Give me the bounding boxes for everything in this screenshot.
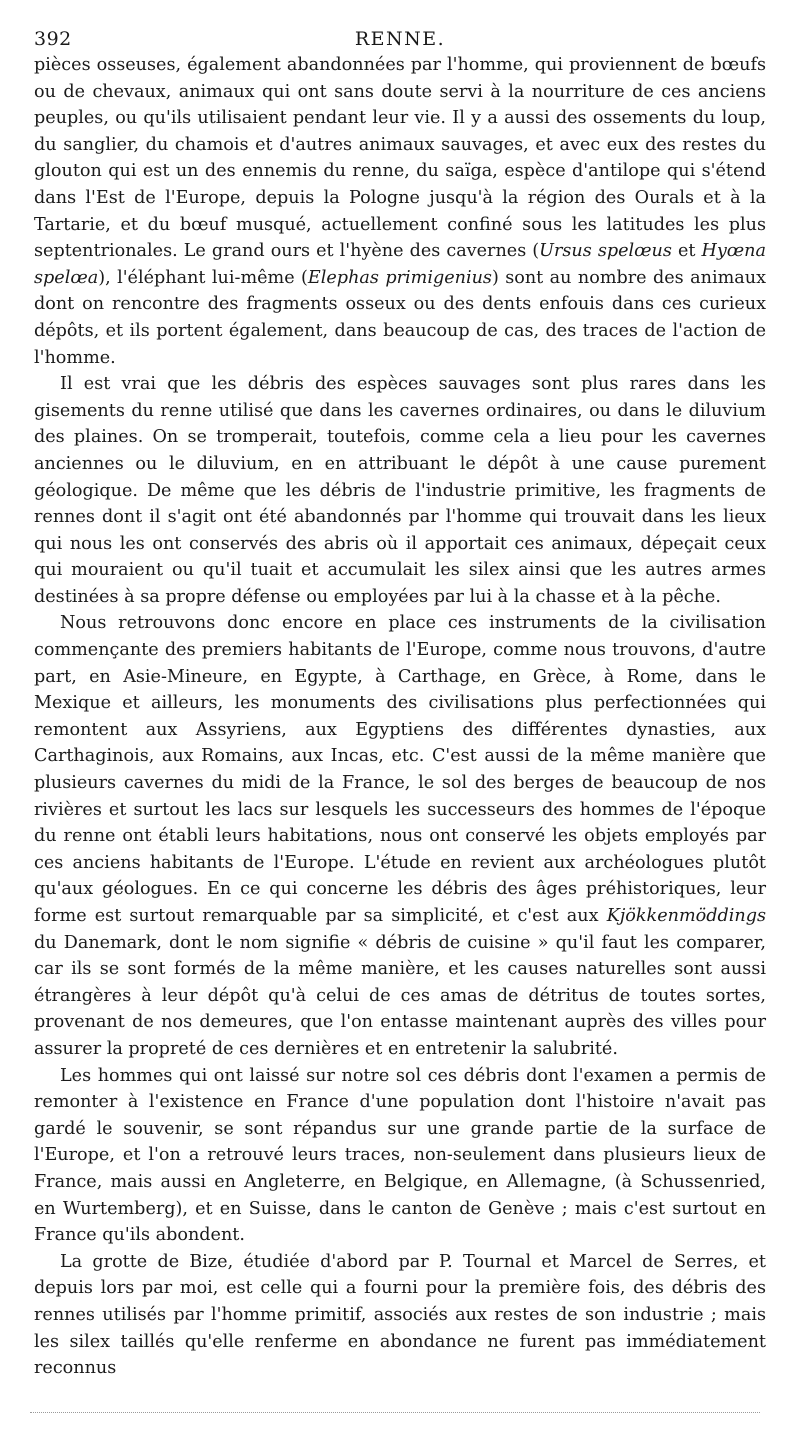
text-run: Nous retrouvons donc encore en place ces instruments de la civilisation commençante des premiers habitants de l'Europe, comme nous trouvons, d'autre part, en Asie-Mineure, en Egypte, à Carthage, en Grèce, à Rome, dans le Mexique et ailleurs, les monuments des civilisations plus perfectionnées qui remontent aux Assyriens, aux Egyptiens des différentes dynasties, aux Carthaginois, aux Romains, aux Incas, etc. C'est aussi de la même manière que plusieurs cavernes du midi de la France, le sol des berges de beaucoup de nos rivières et surtout les lacs sur lesquels les successeurs des hommes de l'époque du renne ont établi leurs habitations, nous ont conservé les objets employés par ces anciens habitants de l'Europe. L'étude en revient aux archéologues plutôt qu'aux géologues. En ce qui concerne les débris des âges préhistoriques, leur forme est surtout remarquable par sa simplicité, et c'est aux <box>34 613 766 926</box>
italic-term: Kjökkenmöddings <box>606 906 766 926</box>
page-header <box>34 26 766 52</box>
italic-term: Ursus spelœus <box>539 241 672 262</box>
paragraph <box>34 52 766 371</box>
paragraph <box>34 1249 766 1382</box>
text-run: ), l'éléphant lui-même ( <box>98 267 308 288</box>
page-number: 392 <box>34 28 72 50</box>
book-page <box>34 26 766 1382</box>
italic-term: Hyœna spelœa <box>34 241 766 288</box>
text-run: Il est vrai que les débris des espèces sauvages sont plus rares dans les gisements du renne utilisé que dans les cavernes ordinaires, ou dans le diluvium des plaines. On se tromperait, toutefois, comme cela a lieu pour les cavernes anciennes ou le diluvium, en en attribuant le dépôt à une cause purement géologique. De même que les débris de l'industrie primitive, les fragments de rennes dont il s'agit ont été abandonnés par l'homme qui trouvait dans les lieux qui nous les ont conservés des abris où il apportait ces animaux, dépeçait ceux qui mouraient ou qu'il tuait et accumulait les silex ainsi que les autres armes destinées à sa propre défense ou employées par lui à la chasse et à la pêche. <box>34 374 766 607</box>
italic-term: Elephas primigenius <box>307 267 492 288</box>
text-run: et <box>671 241 702 262</box>
text-run: ) sont au nombre des animaux dont on rencontre des fragments osseux ou des dents enfouis dans ces curieux dépôts, et ils portent également, dans beaucoup de cas, des traces de l'action de l'homme. <box>34 267 766 368</box>
running-head: RENNE. <box>354 28 446 50</box>
footer-dotted-rule <box>30 1412 760 1413</box>
text-run: du Danemark, dont le nom signifie « débris de cuisine » qu'il faut les comparer, car ils se sont formés de la même manière, et les causes naturelles sont aussi étrangères à leur dépôt qu'à celui de ces amas de détritus de toutes sortes, provenant de nos demeures, que l'on entasse maintenant auprès des villes pour assurer la propreté de ces dernières et en entretenir la salubrité. <box>34 932 766 1059</box>
text-run: Les hommes qui ont laissé sur notre sol ces débris dont l'examen a permis de remonter à l'existence en France d'une population dont l'histoire n'avait pas gardé le souvenir, se sont répandus sur une grande partie de la surface de l'Europe, et l'on a retrouvé leurs traces, non-seulement dans plusieurs lieux de France, mais aussi en Angleterre, en Belgique, en Allemagne, (à Schussenried, en Wurtemberg), et en Suisse, dans le canton de Genève ; mais c'est surtout en France qu'ils abondent. <box>34 1065 766 1246</box>
text-run: pièces osseuses, également abandonnées par l'homme, qui proviennent de bœufs ou de chevaux, animaux qui ont sans doute servi à la nourriture de ces anciens peuples, ou qu'ils utilisaient pendant leur vie. Il y a aussi des ossements du loup, du sanglier, du chamois et d'autres animaux sauvages, et avec eux des restes du glouton qui est un des ennemis du renne, du saïga, espèce d'antilope qui s'étend dans l'Est de l'Europe, depuis la Pologne jusqu'à la région des Ourals et à la Tartarie, et du bœuf musqué, actuellement confiné sous les latitudes les plus septentrionales. Le grand ours et l'hyène des cavernes ( <box>34 55 766 262</box>
paragraph <box>34 371 766 610</box>
text-run: La grotte de Bize, étudiée d'abord par P. Tournal et Marcel de Serres, et depuis lors par moi, est celle qui a fourni pour la première fois, des débris des rennes utilisés par l'homme primitif, associés aux restes de son industrie ; mais les silex taillés qu'elle renferme en abondance ne furent pas immédiatement reconnus <box>34 1251 766 1379</box>
paragraph <box>34 610 766 1062</box>
paragraph <box>34 1063 766 1249</box>
body-text <box>34 52 766 1382</box>
